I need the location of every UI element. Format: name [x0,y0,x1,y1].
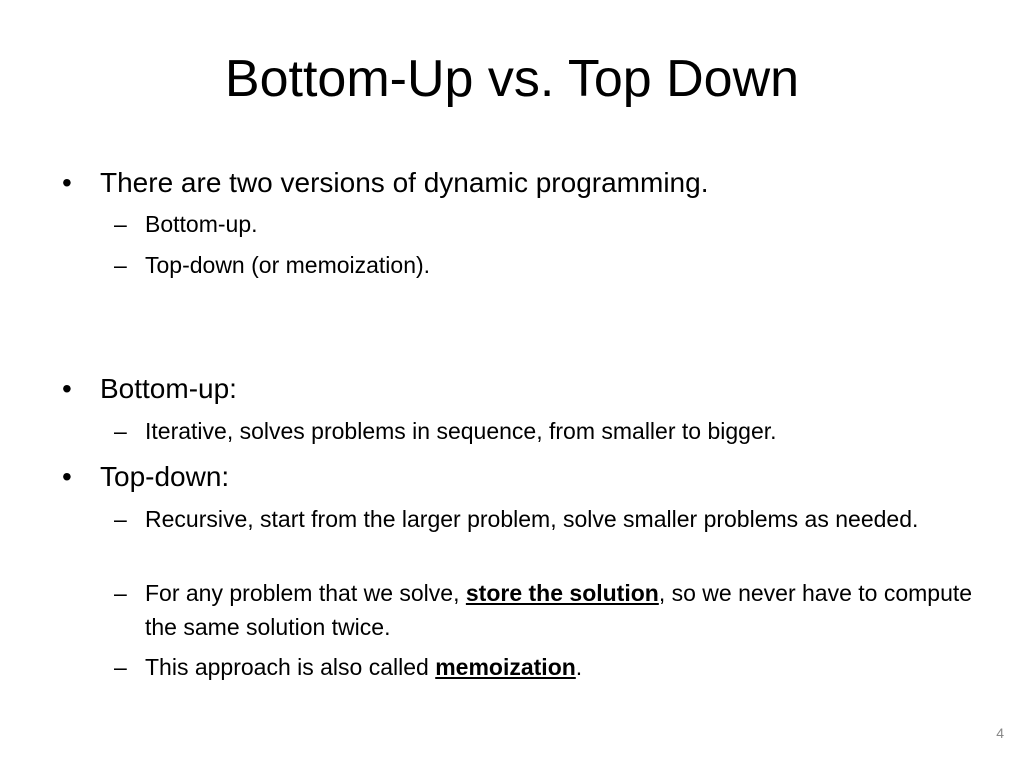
bullet-item [62,459,229,495]
sub-bullet-text: Top-down (or memoization). [145,252,431,278]
page-number: 4 [996,725,1004,741]
bullet-item [62,165,708,201]
sub-bullet-item [114,248,975,282]
bullet-text: There are two versions of dynamic programming. [100,167,709,198]
bullet-marker: • [62,373,72,404]
bullet-text: Bottom-up: [100,373,237,404]
emphasis-memoization: memoization [435,654,576,680]
slide-title: Bottom-Up vs. Top Down [224,50,800,108]
text-segment: , so we never have to compute the same solution twice. [145,580,973,640]
text-segment: . [575,654,583,680]
sub-bullet-item [114,414,975,448]
sub-bullet-text: Recursive, start from the larger problem, solve smaller problems as needed. [145,506,919,532]
sub-bullet-marker: – [114,418,127,444]
sub-bullet-marker: – [114,252,127,278]
sub-bullet-item [114,576,975,644]
text-segment: This approach is also called [145,654,436,680]
sub-bullet-text: Bottom-up. [145,211,258,237]
bullet-marker: • [62,167,72,198]
bullet-item [62,371,237,407]
bullet-text: Top-down: [100,461,230,492]
sub-bullet-marker: – [114,580,127,606]
emphasis-store-the-solution: store the solution [465,580,659,606]
text-segment: For any problem that we solve, [145,580,466,606]
sub-bullet-item [114,207,975,241]
sub-bullet-text [145,576,975,644]
sub-bullet-text [145,650,975,684]
sub-bullet-marker: – [114,506,127,532]
sub-bullet-marker: – [114,211,127,237]
sub-bullet-text: Iterative, solves problems in sequence, from smaller to bigger. [145,418,777,444]
bullet-marker: • [62,461,72,492]
sub-bullet-marker: – [114,654,127,680]
sub-bullet-item [114,650,975,684]
sub-bullet-item [114,502,975,536]
